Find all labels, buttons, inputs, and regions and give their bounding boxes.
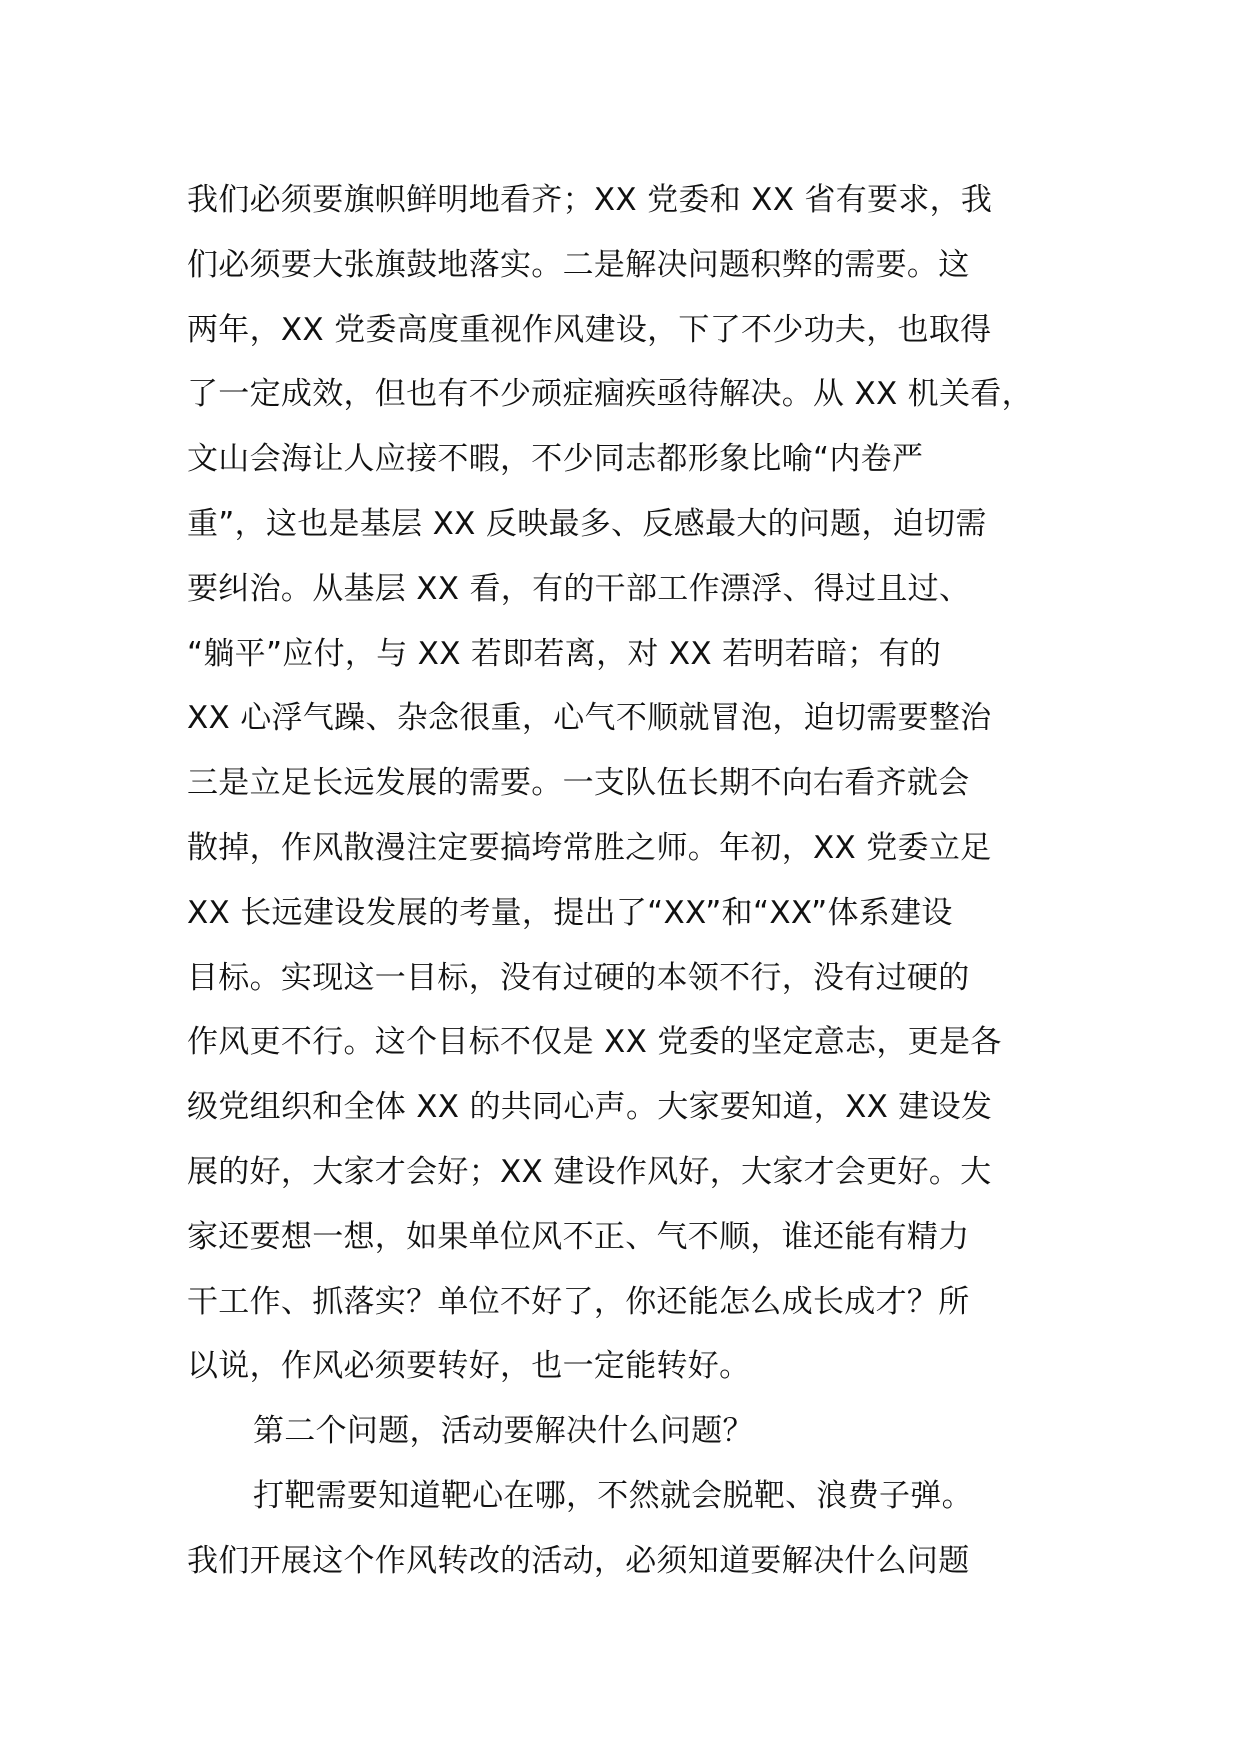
section-heading: 第二个问题，活动要解决什么问题？ [253, 1413, 754, 1450]
text-line: XX 长远建设发展的考量，提出了“XX”和“XX”体系建设 [187, 894, 953, 931]
text-line: 重”，这也是基层 XX 反映最多、反感最大的问题，迫切需 [187, 505, 987, 542]
text-line: 展的好，大家才会好；XX 建设作风好，大家才会更好。大 [187, 1153, 992, 1190]
text-line: 散掉，作风散漫注定要搞垮常胜之师。年初，XX 党委立足 [187, 829, 992, 866]
text-line: 文山会海让人应接不暇，不少同志都形象比喻“内卷严 [187, 441, 924, 478]
text-line: 目标。实现这一目标，没有过硬的本领不行，没有过硬的 [187, 959, 970, 996]
text-line: “躺平”应付，与 XX 若即若离，对 XX 若明若暗；有的 [187, 635, 942, 672]
paragraph-start-line: 打靶需要知道靶心在哪，不然就会脱靶、浪费子弹。 [253, 1477, 973, 1514]
text-line: 我们必须要旗帜鲜明地看齐；XX 党委和 XX 省有要求，我 [187, 182, 993, 218]
text-line: 三是立足长远发展的需要。一支队伍长期不向右看齐就会 [187, 765, 970, 802]
text-line: 作风更不行。这个目标不仅是 XX 党委的坚定意志，更是各 [187, 1024, 1002, 1061]
text-line: 以说，作风必须要转好，也一定能转好。 [187, 1348, 751, 1385]
text-line: XX 心浮气躁、杂念很重，心气不顺就冒泡，迫切需要整治 [187, 700, 992, 737]
text-line: 家还要想一想，如果单位风不正、气不顺，谁还能有精力 [187, 1218, 970, 1255]
text-line: 两年，XX 党委高度重视作风建设，下了不少功夫，也取得 [187, 311, 992, 348]
text-line: 了一定成效，但也有不少顽症痼疾亟待解决。从 XX 机关看， [187, 376, 1033, 413]
text-line: 级党组织和全体 XX 的共同心声。大家要知道，XX 建设发 [187, 1089, 993, 1126]
text-line: 我们开展这个作风转改的活动，必须知道要解决什么问题 [187, 1542, 970, 1579]
text-line: 们必须要大张旗鼓地落实。二是解决问题积弊的需要。这 [187, 246, 970, 283]
body-text [187, 168, 1067, 1594]
text-line: 干工作、抓落实？单位不好了，你还能怎么成长成才？所 [187, 1283, 970, 1320]
text-line: 要纠治。从基层 XX 看，有的干部工作漂浮、得过且过、 [187, 570, 971, 607]
